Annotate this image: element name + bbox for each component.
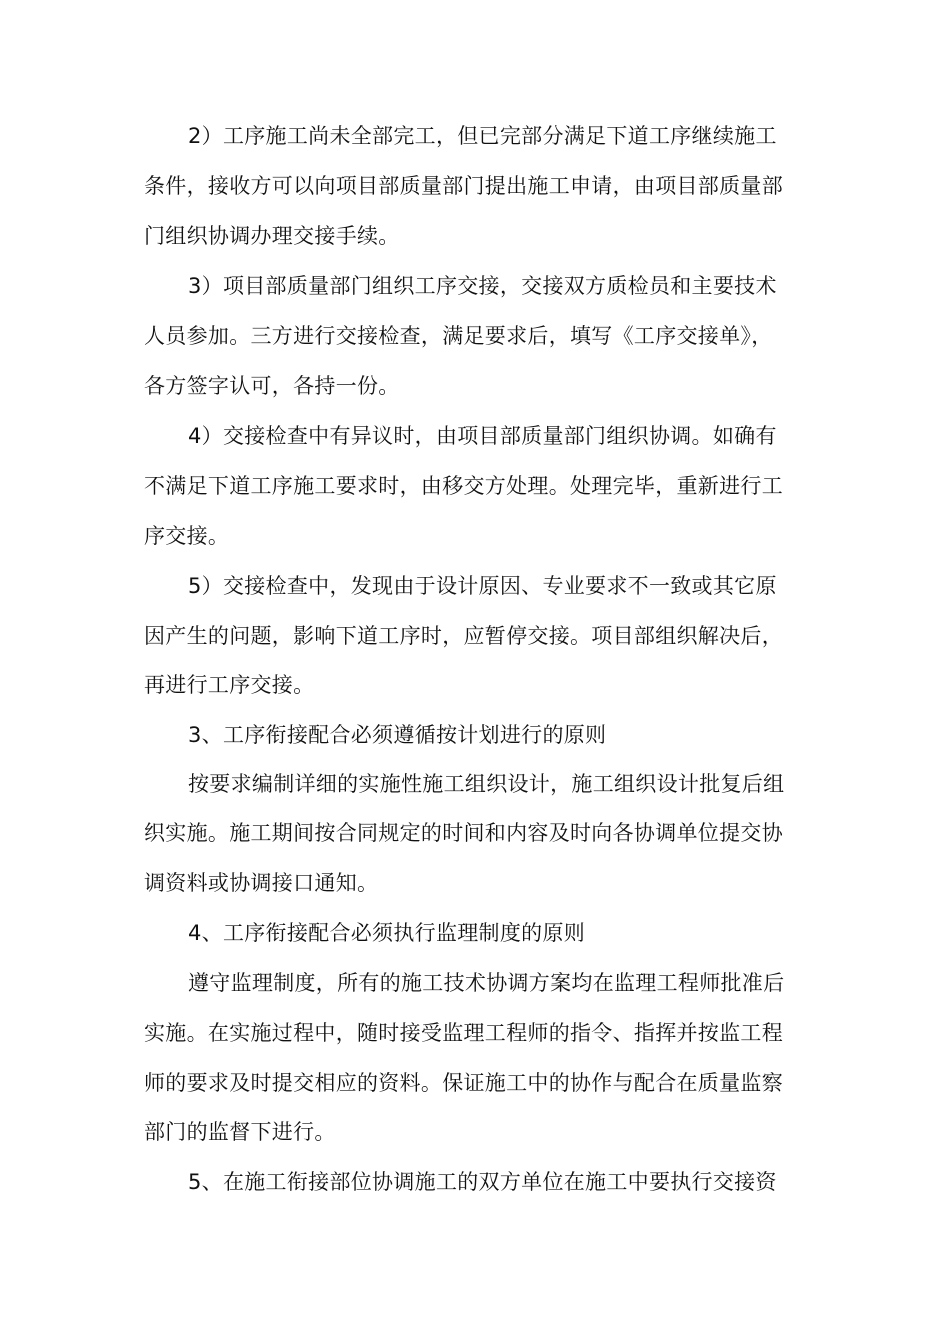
section-4-line-2: 实施。在实施过程中，随时接受监理工程师的指令、指挥并按监工程 xyxy=(144,1021,783,1045)
section-4-line-1: 遵守监理制度，所有的施工技术协调方案均在监理工程师批准后 xyxy=(188,971,785,995)
paragraph-2-line-1: 2）工序施工尚未全部完工，但已完部分满足下道工序继续施工 xyxy=(188,124,777,148)
section-3-heading: 3、工序衔接配合必须遵循按计划进行的原则 xyxy=(188,723,607,747)
paragraph-3-line-1: 3）项目部质量部门组织工序交接，交接双方质检员和主要技术 xyxy=(188,274,777,298)
paragraph-2-line-2: 条件，接收方可以向项目部质量部门提出施工申请，由项目部质量部 xyxy=(144,174,783,198)
paragraph-5-line-3: 再进行工序交接。 xyxy=(144,673,315,697)
paragraph-4-line-3: 序交接。 xyxy=(144,524,230,548)
paragraph-3-line-3: 各方签字认可，各持一份。 xyxy=(144,374,400,398)
section-3-line-1: 按要求编制详细的实施性施工组织设计，施工组织设计批复后组 xyxy=(188,772,785,796)
section-3-line-3: 调资料或协调接口通知。 xyxy=(144,871,379,895)
section-4-line-4: 部门的监督下进行。 xyxy=(144,1120,336,1144)
paragraph-5-line-1: 5）交接检查中，发现由于设计原因、专业要求不一致或其它原 xyxy=(188,574,777,598)
paragraph-3-line-2: 人员参加。三方进行交接检查，满足要求后，填写《工序交接单》， xyxy=(144,324,773,348)
section-4-heading: 4、工序衔接配合必须执行监理制度的原则 xyxy=(188,921,586,945)
section-3-line-2: 织实施。施工期间按合同规定的时间和内容及时向各协调单位提交协 xyxy=(144,821,783,845)
paragraph-4-line-1: 4）交接检查中有异议时，由项目部质量部门组织协调。如确有 xyxy=(188,424,777,448)
paragraph-5-line-2: 因产生的问题，影响下道工序时，应暂停交接。项目部组织解决后， xyxy=(144,624,783,648)
section-4-line-3: 师的要求及时提交相应的资料。保证施工中的协作与配合在质量监察 xyxy=(144,1071,783,1095)
paragraph-4-line-2: 不满足下道工序施工要求时，由移交方处理。处理完毕，重新进行工 xyxy=(144,474,783,498)
paragraph-2-line-3: 门组织协调办理交接手续。 xyxy=(144,224,400,248)
section-5-heading: 5、在施工衔接部位协调施工的双方单位在施工中要执行交接资 xyxy=(188,1170,777,1194)
